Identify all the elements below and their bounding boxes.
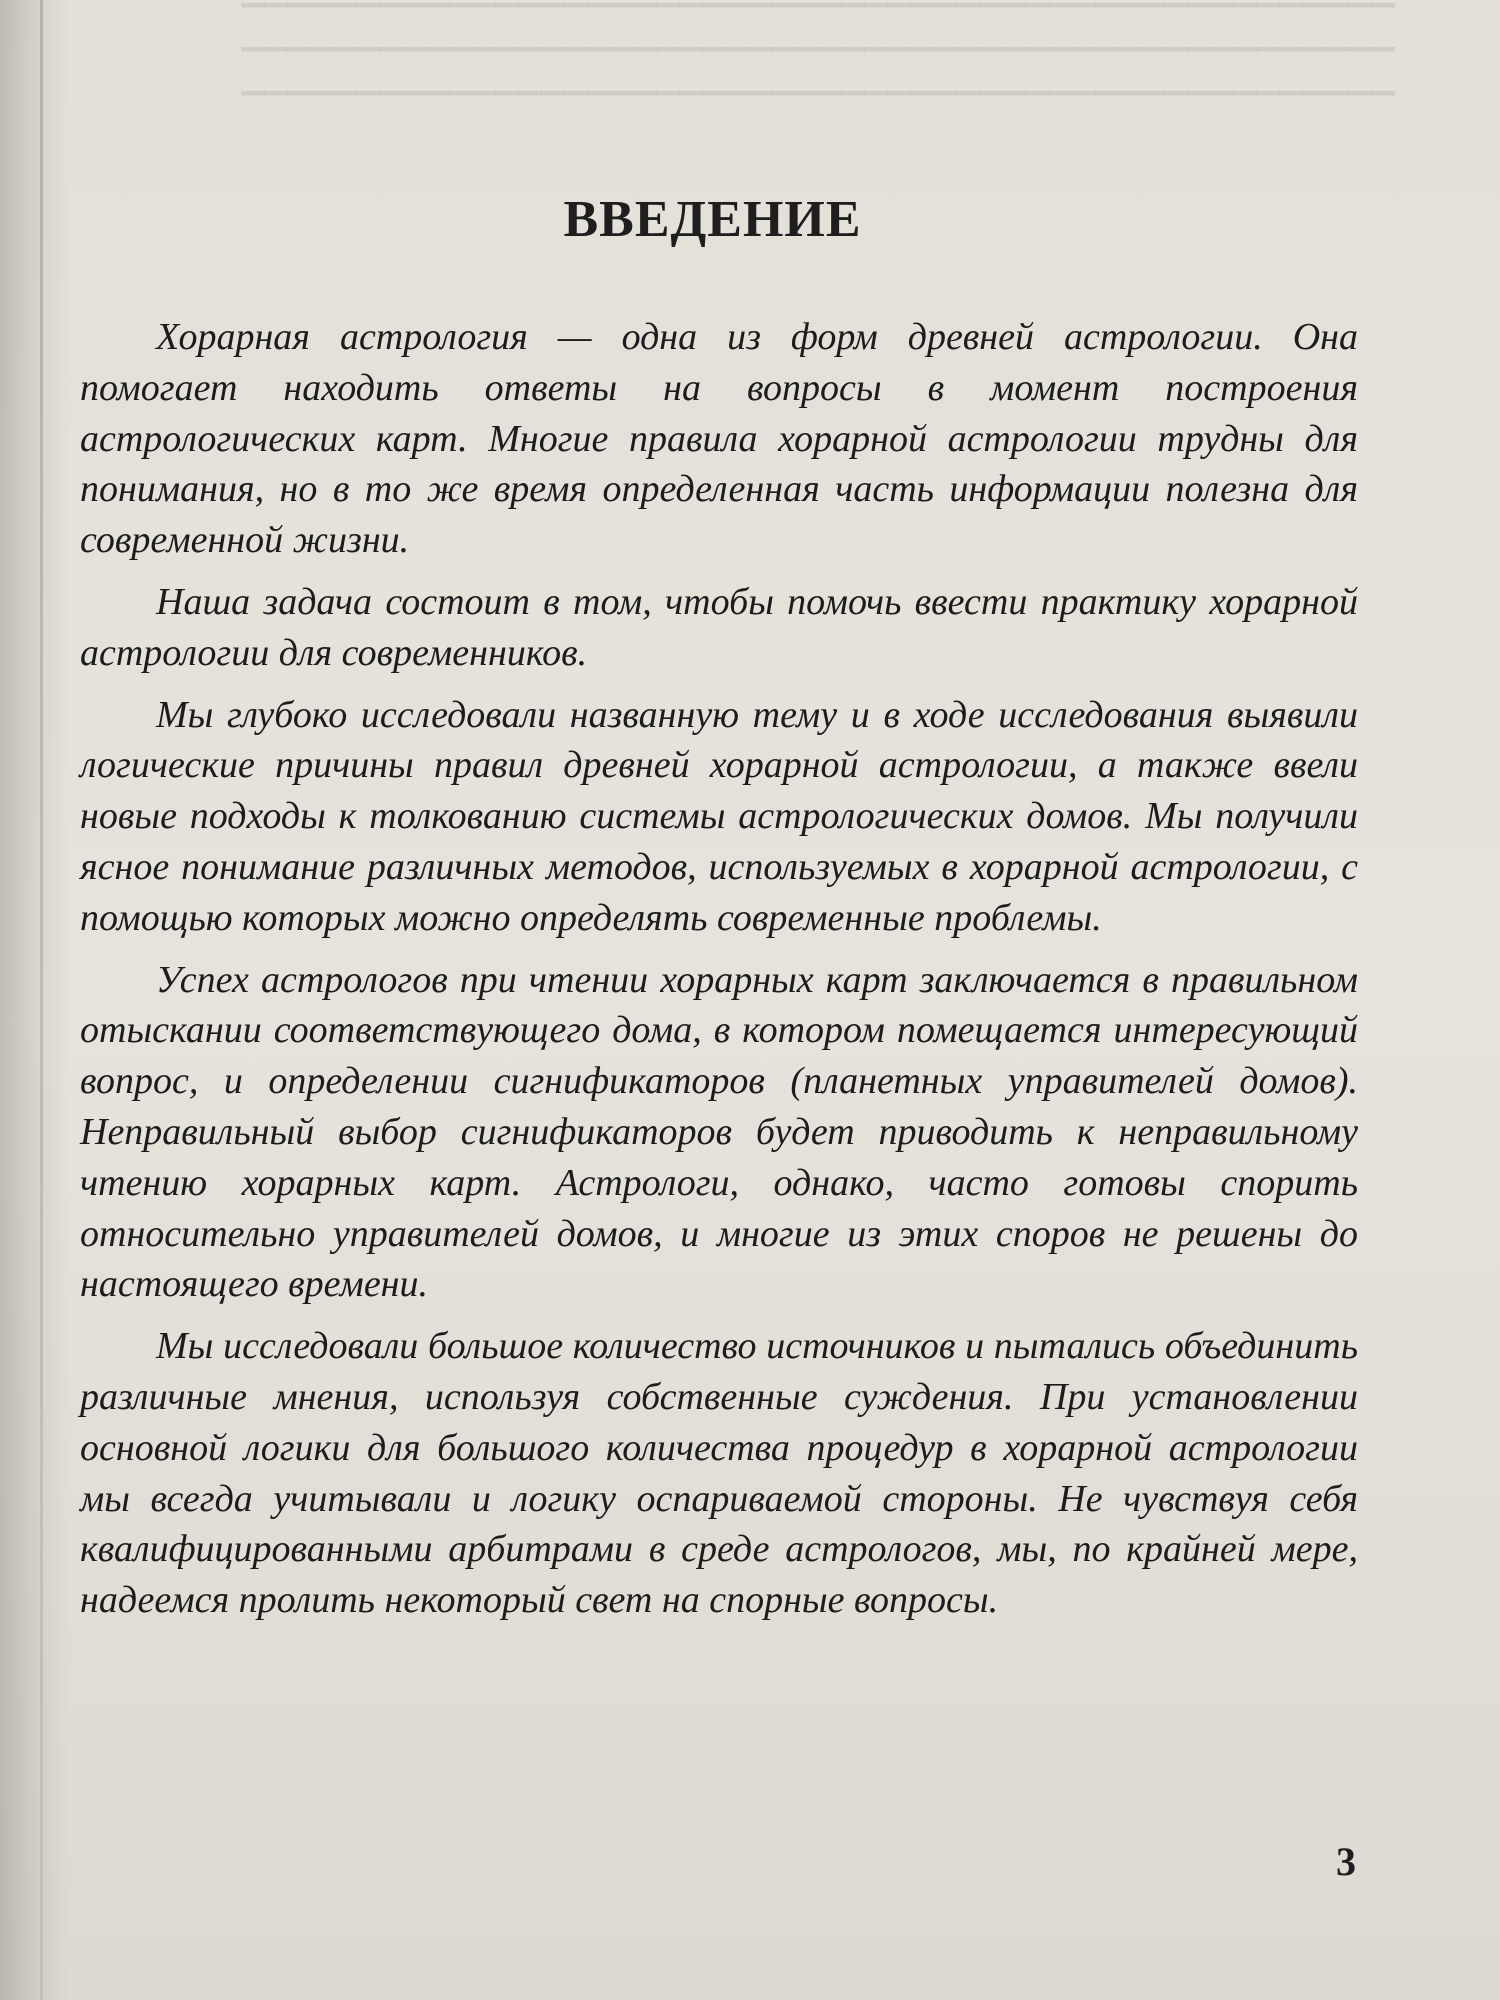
book-gutter: [40, 0, 43, 2000]
paragraph: Мы глубоко исследовали названную тему и в ходе исследования выявили логические причины правил древней хорарной астрологии, а также ввели новые подходы к толкованию системы астрологических домов. Мы получили ясное понимание различных методов, используемых в хорарной астрологии, с помощью которых можно определять современные проблемы.: [80, 693, 1358, 939]
chapter-heading: ВВЕДЕНИЕ: [563, 191, 862, 248]
page-number: 3: [1336, 1839, 1356, 1884]
paragraph: Хорарная астрология — одна из форм древней астрологии. Она помогает находить ответы на вопросы в момент построения астрологических карт. Многие правила хорарной астрологии трудны для понимания, но в то же время определенная часть информации полезна для современной жизни.: [80, 316, 1358, 562]
paragraph: Успех астрологов при чтении хорарных карт заключается в правильном отыскании соответствующего дома, в котором помещается интересующий вопрос, и определении сигнификаторов (планетных управителей домов). Неправильный выбор сигнификаторов будет приводить к неправильному чтению хорарных карт. Астрологи, однако, часто готовы спорить относительно управителей домов, и многие из этих споров не решены до настоящего времени.: [80, 958, 1358, 1306]
paragraph: Мы исследовали большое количество источников и пытались объединить различные мнения, используя собственные суждения. При установлении основной логики для большого количества процедур в хорарной астрологии мы всегда учитывали и логику оспариваемой стороны. Не чувствуя себя квалифицированными арбитрами в среде астрологов, мы, по крайней мере, надеемся пролить некоторый свет на спорные вопросы.: [80, 1325, 1358, 1622]
body-text: [80, 312, 1358, 1637]
show-through-texture: ▔▔▔▔▔▔▔▔▔▔▔▔▔▔▔▔▔▔▔▔▔▔▔▔▔▔▔▔▔▔▔▔▔▔▔▔▔▔▔▔▔▔▔▔▔▔▔▔▔▔ ▔▔▔▔▔▔▔▔▔▔▔▔▔▔▔▔▔▔▔▔▔▔▔▔▔▔▔▔▔▔▔▔▔▔▔▔▔▔▔▔▔▔▔▔▔▔▔▔▔▔ ▔▔▔▔▔▔▔▔▔▔▔▔▔▔▔▔▔▔▔▔▔▔▔▔▔▔▔▔▔▔▔▔▔▔▔▔▔▔▔▔▔▔▔▔▔▔▔▔▔▔: [241, 5, 1395, 126]
paragraph: Наша задача состоит в том, чтобы помочь ввести практику хорарной астрологии для современников.: [80, 580, 1358, 674]
